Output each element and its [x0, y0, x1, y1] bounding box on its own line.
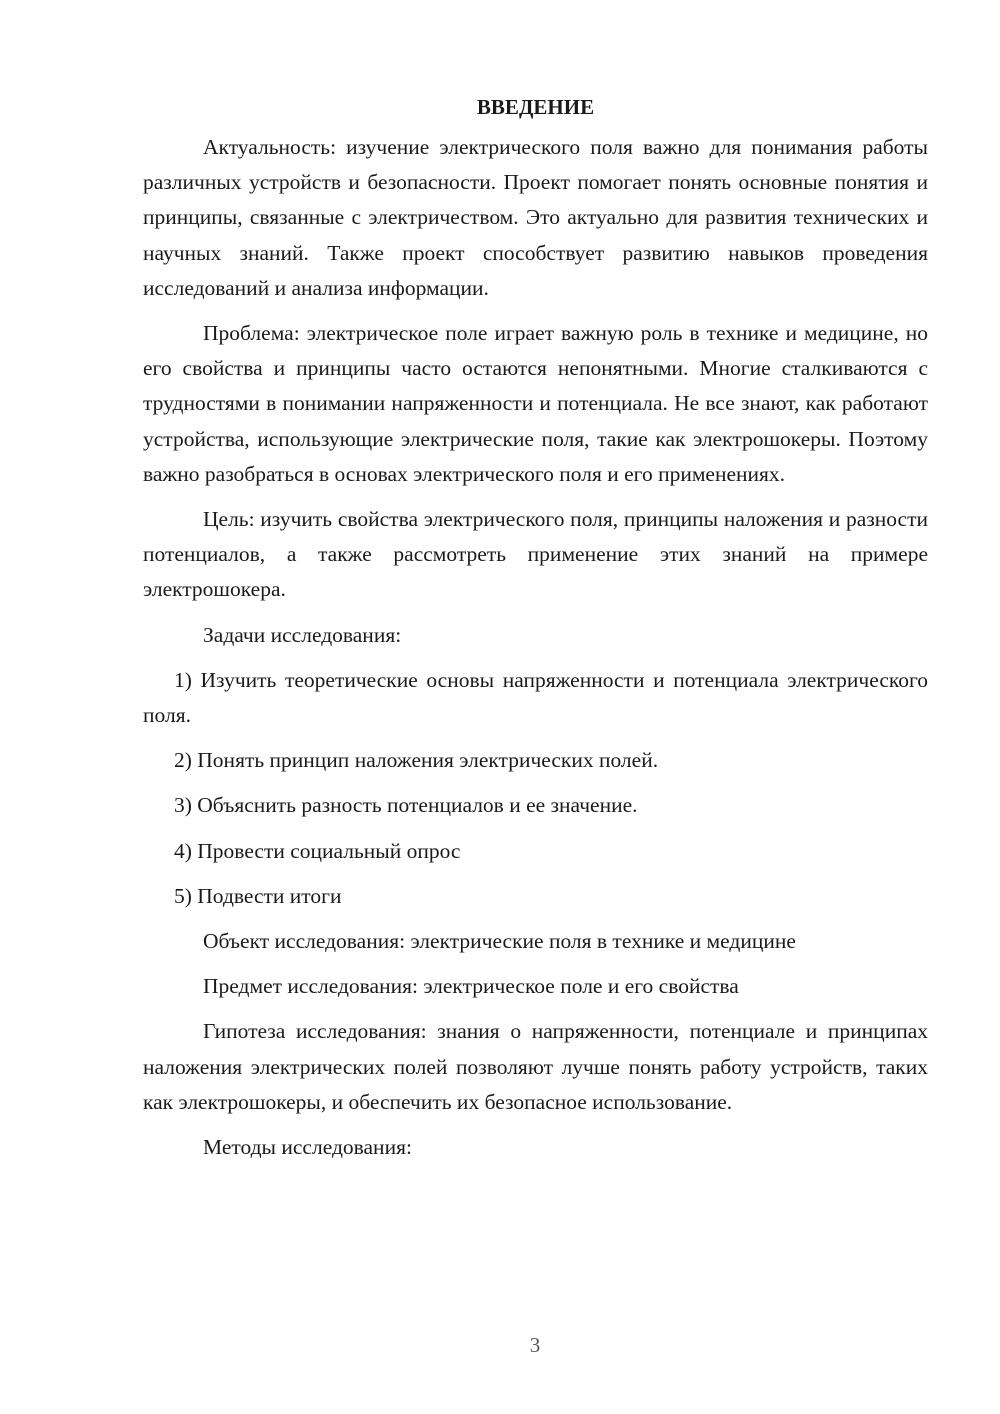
section-title: ВВЕДЕНИЕ [476, 95, 595, 119]
list-item: 5) Подвести итоги [174, 883, 342, 908]
paragraph-goal: Цель: изучить свойства электрического поля, принципы наложения и разности потенциалов, а также рассмотреть применение этих знаний на примере электрошокера. [143, 507, 928, 602]
paragraph-object: Объект исследования: электрические поля в технике и медицине [203, 929, 796, 954]
list-item: 1) Изучить теоретические основы напряженности и потенциала электрического поля. [143, 667, 928, 728]
paragraph-relevance: Актуальность: изучение электрического поля важно для понимания работы различных устройств и безопасности. Проект помогает понять основные понятия и принципы, связанные с электричеством. Это актуально для развития технических и научных знаний. Также проект способствует развитию навыков проведения исследований и анализа информации. [143, 135, 928, 300]
list-item: 3) Объяснить разность потенциалов и ее значение. [174, 793, 638, 818]
paragraph-hypothesis: Гипотеза исследования: знания о напряженности, потенциале и принципах наложения электрических полей позволяют лучше понять работу устройств, таких как электрошокеры, и обеспечить их безопасное использование. [143, 1019, 928, 1114]
methods-heading: Методы исследования: [203, 1135, 412, 1160]
paragraph-problem: Проблема: электрическое поле играет важную роль в технике и медицине, но его свойства и принципы часто остаются непонятными. Многие сталкиваются с трудностями в понимании напряженности и потенциала. Не все знают, как работают устройства, использующие электрические поля, такие как электрошокеры. Поэтому важно разобраться в основах электрического поля и его применениях. [143, 321, 928, 486]
list-item: 4) Провести социальный опрос [174, 838, 461, 863]
tasks-heading: Задачи исследования: [203, 622, 402, 647]
document-page [143, 90, 928, 1175]
page-number: 3 [529, 1333, 541, 1357]
list-item: 2) Понять принцип наложения электрических полей. [174, 748, 659, 773]
tasks-list [143, 663, 928, 914]
paragraph-subject: Предмет исследования: электрическое поле и его свойства [203, 974, 739, 999]
